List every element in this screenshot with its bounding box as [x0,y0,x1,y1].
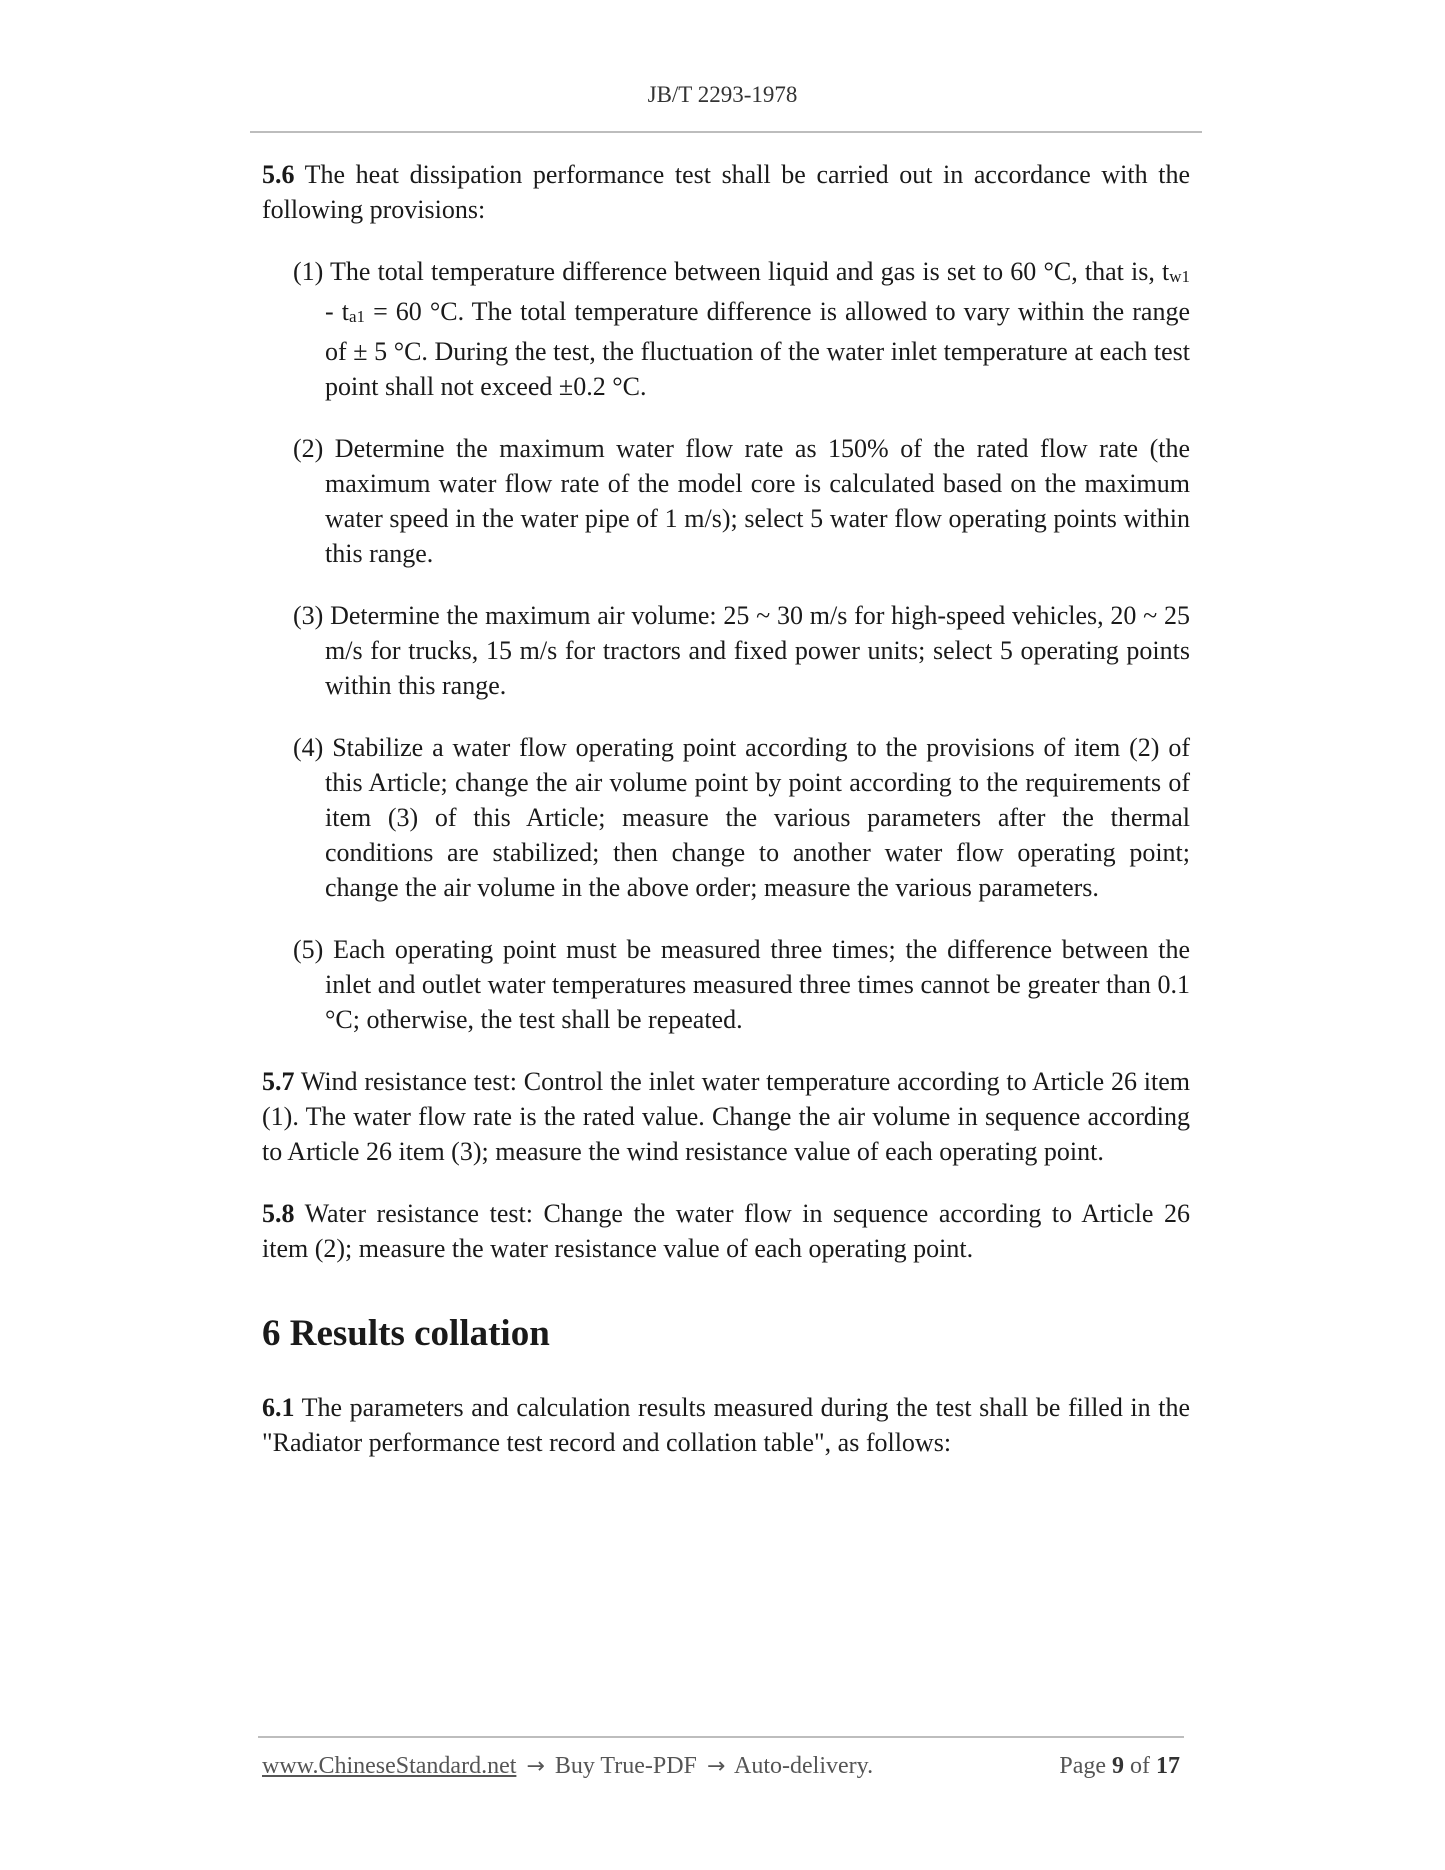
clause-5-8 [262,1196,1190,1266]
footer-promo [262,1753,873,1780]
page-indicator [1059,1753,1180,1780]
arrow-right-icon: → [706,1754,726,1779]
subscript-w1: w1 [1169,267,1190,286]
provision-text: = 60 °C. The total temperature difference is allowed to vary within the range of ± 5 °C. During the test, the fluctuation of the water inlet temperature at each test point shall not exceed ±0.2 °C. [325,297,1190,401]
provision-text: - t [325,297,349,326]
provision-item-5: (5) Each operating point must be measured three times; the difference between the inlet and outlet water temperatures measured three times cannot be greater than 0.1 °C; otherwise, the test shall be repeated. [293,935,1190,1034]
of-label: of [1130,1753,1150,1779]
clause-number: 5.8 [262,1199,295,1228]
current-page-number: 9 [1112,1753,1124,1779]
provision-item-4: (4) Stabilize a water flow operating point according to the provisions of item (2) of this Article; change the air volume point by point according to the requirements of item (3) of this Article; measure the various parameters after the thermal conditions are stabilized; then change to another water flow operating point; change the air volume in the above order; measure the various parameters. [293,733,1190,902]
clause-text: Wind resistance test: Control the inlet water temperature according to Article 26 item (1). The water flow rate is the rated value. Change the air volume in sequence according to Article 26 item (3); measure the wind resistance value of each operating point. [262,1067,1190,1166]
provision-item-3: (3) Determine the maximum air volume: 25 ~ 30 m/s for high-speed vehicles, 20 ~ 25 m/s for trucks, 15 m/s for tractors and fixed power units; select 5 operating points within this range. [293,601,1190,700]
clause-6-1 [262,1390,1190,1460]
provision-text: (1) The total temperature difference between liquid and gas is set to 60 °C, that is, t [293,257,1170,286]
footer-divider [258,1736,1184,1738]
clause-number: 5.6 [262,160,295,189]
buy-pdf-text: Buy True-PDF [554,1753,697,1779]
clause-5-6 [262,157,1190,227]
auto-delivery-text: Auto-delivery. [734,1753,874,1779]
subscript-a1: a1 [348,307,365,326]
clause-text: The parameters and calculation results measured during the test shall be filled in the "Radiator performance test record and collation table", as follows: [262,1393,1190,1457]
document-code: JB/T 2293-1978 [647,82,798,107]
arrow-right-icon: → [526,1754,545,1779]
total-pages-number: 17 [1156,1753,1180,1779]
page-label: Page [1059,1753,1106,1779]
clause-number: 6.1 [262,1393,295,1422]
clause-number: 5.7 [262,1067,295,1096]
section-6-heading: 6 Results collation [262,1313,550,1354]
provision-item-1 [293,254,1190,404]
clause-text: Water resistance test: Change the water flow in sequence according to Article 26 item (2); measure the water resistance value of each operating point. [262,1199,1190,1263]
provision-item-2: (2) Determine the maximum water flow rate as 150% of the rated flow rate (the maximum water flow rate of the model core is calculated based on the maximum water speed in the water pipe of 1 m/s); select 5 water flow operating points within this range. [293,434,1190,568]
page-header [0,82,1445,108]
page-body [262,157,1190,1487]
clause-text: The heat dissipation performance test shall be carried out in accordance with the following provisions: [262,160,1190,224]
clause-5-7 [262,1064,1190,1169]
header-divider [250,131,1202,133]
website-link[interactable]: www.ChineseStandard.net [262,1753,517,1779]
